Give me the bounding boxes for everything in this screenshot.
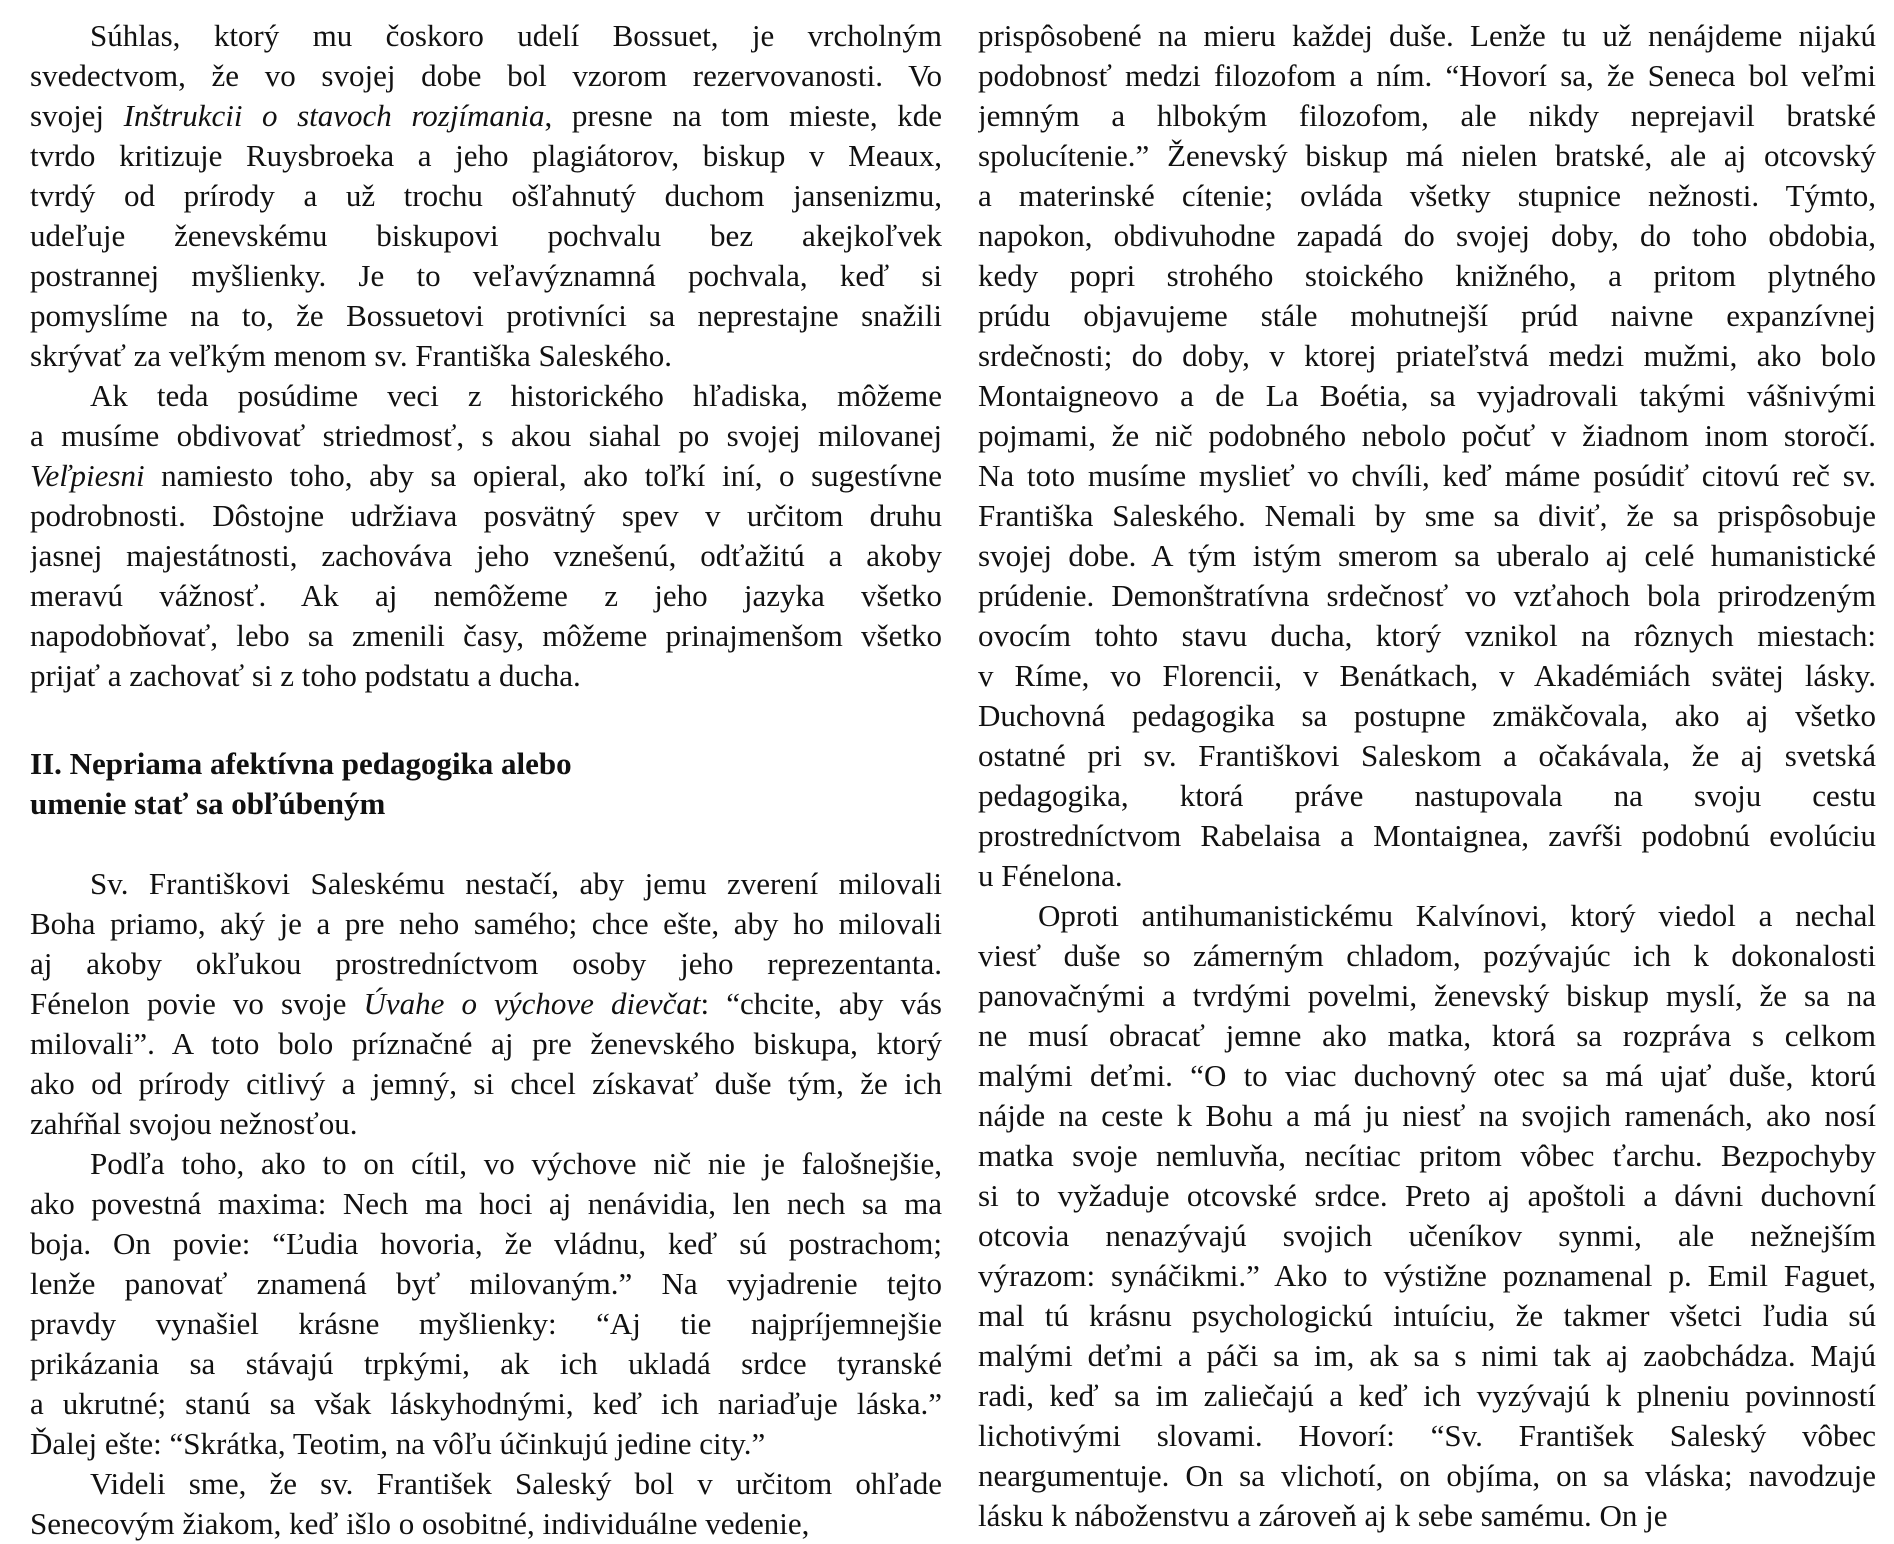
paragraph xyxy=(30,1144,942,1464)
text-line: Podľa toho, ako to on cítil, vo výchove nič nie je falošnejšie, xyxy=(90,1146,942,1181)
text-line: milovali”. A toto bolo príznačné aj pre ženevského biskupa, ktorý xyxy=(30,1026,942,1061)
text-run: , presne na tom mieste, kde xyxy=(544,98,942,133)
text-line: lásku k náboženstvu a zároveň aj k sebe samému. On je xyxy=(978,1498,1668,1533)
text-line: ovocím tohto stavu ducha, ktorý vznikol na rôznych miestach: xyxy=(978,618,1876,653)
text-line: u Fénelona. xyxy=(978,858,1123,893)
text-line: Montaigneovo a de La Boétia, sa vyjadrovali takými vášnivými xyxy=(978,378,1876,413)
text-line: tvrdo kritizuje Ruysbroeka a jeho plagiátorov, biskup v Meaux, xyxy=(30,138,942,173)
text-line: panovačnými a tvrdými povelmi, ženevský biskup myslí, že sa na xyxy=(978,978,1876,1013)
text-line: prijať a zachovať si z toho podstatu a ducha. xyxy=(30,658,581,693)
heading-line: II. Nepriama afektívna pedagogika alebo xyxy=(30,746,572,781)
text-line: mal tú krásnu psychologickú intuíciu, že takmer všetci ľudia sú xyxy=(978,1298,1876,1333)
text-line: lichotivými slovami. Hovorí: “Sv. František Saleský vôbec xyxy=(978,1418,1876,1453)
text-line: Sv. Františkovi Saleskému nestačí, aby jemu zverení milovali xyxy=(90,866,942,901)
text-line xyxy=(30,96,942,136)
text-line: podrobnosti. Dôstojne udržiava posvätný spev v určitom druhu xyxy=(30,498,942,533)
text-line: malými deťmi. “O to viac duchovný otec sa má ujať duše, ktorú xyxy=(978,1058,1876,1093)
text-line: svedectvom, že vo svojej dobe bol vzorom rezervovanosti. Vo xyxy=(30,58,942,93)
text-line: pedagogika, ktorá práve nastupovala na svoju cestu xyxy=(978,778,1876,813)
text-line: napokon, obdivuhodne zapadá do svojej doby, do toho obdobia, xyxy=(978,218,1876,253)
text-line: v Ríme, vo Florencii, v Benátkach, v Akadémiách svätej lásky. xyxy=(978,658,1876,693)
text-line: Senecovým žiakom, keď išlo o osobitné, individuálne vedenie, xyxy=(30,1506,810,1541)
text-line: Duchovná pedagogika sa postupne zmäkčovala, ako aj všetko xyxy=(978,698,1876,733)
text-line: Súhlas, ktorý mu čoskoro udelí Bossuet, je vrcholným xyxy=(90,18,942,53)
text-line: ostatné pri sv. Františkovi Saleskom a očakávala, že aj svetská xyxy=(978,738,1876,773)
text-line: radi, keď sa im zaliečajú a keď ich vyzývajú k plneniu povinností xyxy=(978,1378,1876,1413)
text-line: meravú vážnosť. Ak aj nemôžeme z jeho jazyka všetko xyxy=(30,578,942,613)
text-line: napodobňovať, lebo sa zmenili časy, môžeme prinajmenšom všetko xyxy=(30,618,942,653)
text-line: jemným a hlbokým filozofom, ale nikdy neprejavil bratské xyxy=(978,98,1876,133)
text-line: ne musí obracať jemne ako matka, ktorá sa rozpráva s celkom xyxy=(978,1018,1876,1053)
text-line: aj akoby okľukou prostredníctvom osoby jeho reprezentanta. xyxy=(30,946,942,981)
text-line: postrannej myšlienky. Je to veľavýznamná pochvala, keď si xyxy=(30,258,942,293)
text-line: viesť duše so zámerným chladom, pozývajúc ich k dokonalosti xyxy=(978,938,1876,973)
text-line: kedy popri strohého stoického knižného, a pritom plytného xyxy=(978,258,1876,293)
text-line: podobnosť medzi filozofom a ním. “Hovorí sa, že Seneca bol veľmi xyxy=(978,58,1876,93)
text-line: ako od prírody citlivý a jemný, si chcel získavať duše tým, že ich xyxy=(30,1066,942,1101)
text-line: výrazom: synáčikmi.” Ako to výstižne poznamenal p. Emil Faguet, xyxy=(978,1258,1876,1293)
text-line: pravdy vynašiel krásne myšlienky: “Aj tie najpríjemnejšie xyxy=(30,1306,942,1341)
text-line: prúdu objavujeme stále mohutnejší prúd naivne expanzívnej xyxy=(978,298,1876,333)
text-line: prikázania sa stávajú trpkými, ak ich ukladá srdce tyranské xyxy=(30,1346,942,1381)
text-line: prostredníctvom Rabelaisa a Montaignea, zavŕši podobnú evolúciu xyxy=(978,818,1876,853)
section-heading xyxy=(30,744,942,824)
text-line: a musíme obdivovať striedmosť, s akou siahal po svojej milovanej xyxy=(30,418,942,453)
text-line: spolucítenie.” Ženevský biskup má nielen bratské, ale aj otcovský xyxy=(978,138,1876,173)
text-line: lenže panovať znamená byť milovaným.” Na vyjadrenie tejto xyxy=(30,1266,942,1301)
text-line: udeľuje ženevskému biskupovi pochvalu bez akejkoľvek xyxy=(30,218,942,253)
paragraph xyxy=(30,1464,942,1544)
paragraph xyxy=(30,864,942,1144)
text-line: matka svoje nemluvňa, necítiac pritom vôbec ťarchu. Bezpochyby xyxy=(978,1138,1876,1173)
paragraph-spacer xyxy=(30,824,942,864)
text-line: otcovia nenazývajú svojich učeníkov synmi, ale nežnejším xyxy=(978,1218,1876,1253)
heading-line: umenie stať sa obľúbeným xyxy=(30,786,386,821)
text-line: a materinské cítenie; ovláda všetky stupnice nežnosti. Týmto, xyxy=(978,178,1876,213)
text-line xyxy=(30,984,942,1024)
paragraph xyxy=(30,376,942,696)
text-line: svojej dobe. A tým istým smerom sa uberalo aj celé humanistické xyxy=(978,538,1876,573)
text-line: Františka Saleského. Nemali by sme sa diviť, že sa prispôsobuje xyxy=(978,498,1876,533)
text-line: boja. On povie: “Ľudia hovoria, že vládnu, keď sú postrachom; xyxy=(30,1226,942,1261)
text-line: Boha priamo, aký je a pre neho samého; chce ešte, aby ho milovali xyxy=(30,906,942,941)
text-line: Ak teda posúdime veci z historického hľadiska, môžeme xyxy=(90,378,942,413)
paragraph-continued xyxy=(978,16,1876,896)
text-line: Ďalej ešte: “Skrátka, Teotim, na vôľu účinkujú jedine city.” xyxy=(30,1426,766,1461)
text-line: Videli sme, že sv. František Saleský bol v určitom ohľade xyxy=(90,1466,942,1501)
text-line: neargumentuje. On sa vlichotí, on objíma, on sa vláska; navodzuje xyxy=(978,1458,1876,1493)
italic-title: Veľpiesni xyxy=(30,458,145,493)
left-column xyxy=(30,16,942,1544)
text-run: : “chcite, aby vás xyxy=(700,986,942,1021)
right-column xyxy=(978,16,1876,1536)
text-line: Na toto musíme myslieť vo chvíli, keď máme posúdiť citovú reč sv. xyxy=(978,458,1876,493)
text-run: namiesto toho, aby sa opieral, ako toľkí iní, o sugestívne xyxy=(144,458,942,493)
text-line: pojmami, že nič podobného nebolo počuť v žiadnom inom storočí. xyxy=(978,418,1876,453)
text-line: ako povestná maxima: Nech ma hoci aj nenávidia, len nech sa ma xyxy=(30,1186,942,1221)
text-line: malými deťmi a páči sa im, ak sa s nimi tak aj zaobchádza. Majú xyxy=(978,1338,1876,1373)
text-run: svojej xyxy=(30,98,124,133)
paragraph xyxy=(978,896,1876,1536)
text-line: skrývať za veľkým menom sv. Františka Saleského. xyxy=(30,338,672,373)
text-line: jasnej majestátnosti, zachováva jeho vznešenú, odťažitú a akoby xyxy=(30,538,942,573)
paragraph-spacer xyxy=(30,696,942,744)
paragraph xyxy=(30,16,942,376)
text-line: prúdenie. Demonštratívna srdečnosť vo vzťahoch bola prirodzeným xyxy=(978,578,1876,613)
text-line: nájde na ceste k Bohu a má ju niesť na svojich ramenách, ako nosí xyxy=(978,1098,1876,1133)
italic-title: Inštrukcii o stavoch rozjímania xyxy=(123,98,545,133)
text-line: zahŕňal svojou nežnosťou. xyxy=(30,1106,358,1141)
text-line: prispôsobené na mieru každej duše. Lenže tu už nenájdeme nijakú xyxy=(978,18,1876,53)
text-line: pomyslíme na to, že Bossuetovi protivníci sa neprestajne snažili xyxy=(30,298,942,333)
text-line: srdečnosti; do doby, v ktorej priateľstvá medzi mužmi, ako bolo xyxy=(978,338,1876,373)
italic-title: Úvahe o výchove dievčat xyxy=(363,986,701,1021)
text-line: tvrdý od prírody a už trochu ošľahnutý duchom jansenizmu, xyxy=(30,178,942,213)
text-line xyxy=(30,456,942,496)
text-run: Fénelon povie vo svoje xyxy=(30,986,364,1021)
text-line: si to vyžaduje otcovské srdce. Preto aj apoštoli a dávni duchovní xyxy=(978,1178,1876,1213)
text-line: Oproti antihumanistickému Kalvínovi, ktorý viedol a nechal xyxy=(1038,898,1876,933)
text-line: a ukrutné; stanú sa však láskyhodnými, keď ich nariaďuje láska.” xyxy=(30,1386,942,1421)
